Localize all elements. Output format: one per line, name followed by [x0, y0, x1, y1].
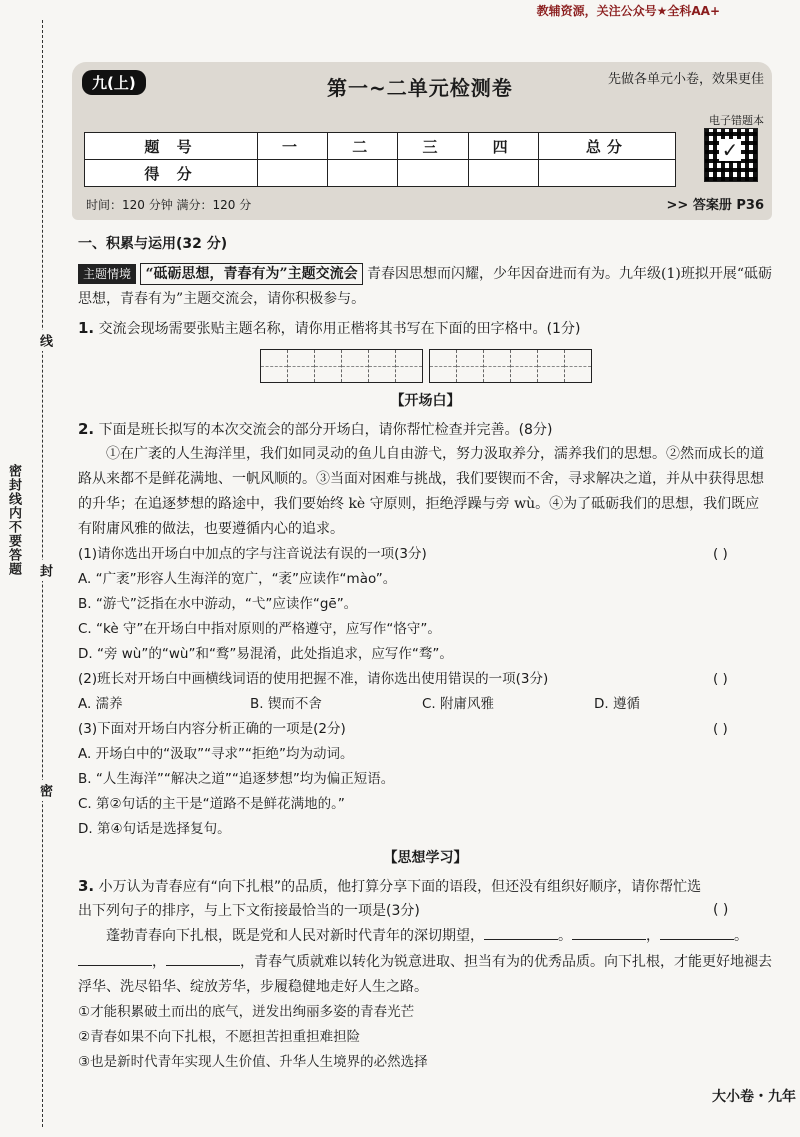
- question-3: [78, 874, 773, 923]
- sentence-item: ③也是新时代青年实现人生价值、升华人生境界的必然选择: [78, 1054, 428, 1070]
- top-note: 教辅资源，关注公众号★全科AA+: [536, 4, 720, 18]
- answer-blank[interactable]: [78, 949, 152, 966]
- question-text: 下面是班长拟写的本次交流会的部分开场白，请你帮忙检查并完善。(8分): [98, 422, 553, 438]
- score-cell: 二: [328, 133, 398, 160]
- grid-cell[interactable]: [457, 350, 484, 382]
- score-input[interactable]: [328, 160, 398, 187]
- question-2: [78, 417, 773, 442]
- score-cell: 总分: [538, 133, 675, 160]
- answer-reference: >> 答案册 P36: [666, 198, 764, 213]
- answer-blank[interactable]: [484, 923, 558, 940]
- option-b: B. 锲而不舍: [250, 696, 322, 712]
- qr-label: 电子错题本: [709, 114, 764, 127]
- grid-cell[interactable]: [288, 350, 315, 382]
- grade-badge: 九(上): [82, 70, 146, 95]
- score-input[interactable]: [257, 160, 327, 187]
- q3-passage: 蓬勃青春向下扎根，既是党和人民对新时代青年的深切期望， 。 ， 。， ，青春气质就难以转化为锐意进取、担当有为的优秀品质。向下扎根，才能更好地褪去浮华、洗尽铅华、绽放芳华，步履稳健地走好人生之路。: [78, 923, 773, 1000]
- subhead-opening: 【开场白】: [390, 393, 461, 409]
- grid-group-right[interactable]: [429, 349, 592, 383]
- grid-cell[interactable]: [511, 350, 538, 382]
- option-d: D. 遵循: [594, 696, 640, 712]
- option-d: D. “旁 wù”的“wù”和“鹜”易混淆，此处指追求，应写作“骛”。: [78, 646, 453, 662]
- question-text: 小万认为青春应有“向下扎根”的品质，他打算分享下面的语段，但还没有组织好顺序，请你帮忙选出下列句子的排序，与上下文衔接最恰当的一项是(3分): [78, 879, 702, 919]
- grid-cell[interactable]: [342, 350, 369, 382]
- score-cell: 四: [468, 133, 538, 160]
- section-heading: 一、积累与运用(32 分): [78, 236, 228, 252]
- grid-cell[interactable]: [369, 350, 396, 382]
- answer-paren[interactable]: ( ): [713, 902, 729, 918]
- score-row-header: [85, 133, 676, 160]
- q2-sub2-options: [78, 692, 773, 717]
- exam-content: [78, 232, 773, 1075]
- option-b: B. “人生海洋”“解决之道”“追逐梦想”均为偏正短语。: [78, 771, 395, 787]
- option-a: A. 濡养: [78, 696, 123, 712]
- score-input[interactable]: [398, 160, 468, 187]
- grid-cell[interactable]: [565, 350, 591, 382]
- binding-margin: [0, 0, 60, 1137]
- grid-cell[interactable]: [538, 350, 565, 382]
- q2-sub1-stem: ( ) (1)请你选出开场白中加点的字与注音说法有误的一项(3分): [78, 542, 773, 567]
- grid-cell[interactable]: [396, 350, 422, 382]
- score-cell: 题 号: [85, 133, 258, 160]
- page-footer: 大小卷・九年: [712, 1089, 796, 1105]
- question-number: 2.: [78, 420, 95, 438]
- subhead-thought: 【思想学习】: [383, 850, 468, 866]
- answer-blank[interactable]: [572, 923, 646, 940]
- opening-passage: ①在广袤的人生海洋里，我们如同灵动的鱼儿自由游弋，努力汲取养分，濡养我们的思想。②然而成长的道路从来都不是鲜花满地、一帆风顺的。③当面对困难与挑战，我们要锲而不舍，寻求解决之道，并从中获得思想的升华；在追逐梦想的路途中，我们要始终 kè 守原则，拒绝浮躁与旁 wù。④为了砥砺我们的思想，我们既应有附庸风雅的做法，也要遵循内心的追求。: [78, 446, 764, 537]
- answer-paren[interactable]: ( ): [713, 671, 728, 687]
- check-icon: ✓: [719, 139, 741, 161]
- score-table: [84, 132, 676, 187]
- qr-code-icon[interactable]: [704, 128, 758, 182]
- grid-cell[interactable]: [261, 350, 288, 382]
- answer-paren[interactable]: ( ): [713, 721, 728, 737]
- option-c: C. 第②句话的主干是“道路不是鲜花满地的。”: [78, 796, 345, 812]
- sentence-item: ②青春如果不向下扎根，不愿担苦担重担难担险: [78, 1029, 361, 1045]
- exam-header: [72, 62, 772, 220]
- q2-sub2-stem: ( ) (2)班长对开场白中画横线词语的使用把握不准，请你选出使用错误的一项(3分): [78, 667, 773, 692]
- q2-sub3-stem: ( ) (3)下面对开场白内容分析正确的一项是(2分): [78, 717, 773, 742]
- grid-cell[interactable]: [484, 350, 511, 382]
- option-c: C. “kè 守”在开场白中指对原则的严格遵守，应写作“恪守”。: [78, 621, 441, 637]
- answer-blank[interactable]: [166, 949, 240, 966]
- question-1: [78, 316, 773, 341]
- tianzige-grid[interactable]: [78, 349, 773, 383]
- score-row-values: [85, 160, 676, 187]
- option-a: A. 开场白中的“汲取”“寻求”“拒绝”均为动词。: [78, 746, 354, 762]
- exam-title: 第一~二单元检测卷: [327, 76, 513, 100]
- score-input[interactable]: [538, 160, 675, 187]
- question-number: 3.: [78, 877, 95, 895]
- option-a: A. “广袤”形容人生海洋的宽广，“袤”应读作“mào”。: [78, 571, 397, 587]
- seal-mark-line: 线: [35, 330, 54, 351]
- answer-blank[interactable]: [660, 923, 734, 940]
- score-cell: 得 分: [85, 160, 258, 187]
- answer-paren[interactable]: ( ): [713, 546, 728, 562]
- seal-warning: 密封线内不要答题: [4, 460, 23, 580]
- time-info: 时间：120 分钟 满分：120 分: [86, 198, 252, 212]
- score-cell: 三: [398, 133, 468, 160]
- question-number: 1.: [78, 319, 95, 337]
- grid-cell[interactable]: [315, 350, 342, 382]
- header-tip: 先做各单元小卷，效果更佳: [607, 72, 764, 87]
- score-input[interactable]: [468, 160, 538, 187]
- option-c: C. 附庸风雅: [422, 696, 495, 712]
- question-text: 交流会现场需要张贴主题名称，请你用正楷将其书写在下面的田字格中。(1分): [98, 321, 581, 337]
- passage-end: ，青春气质就难以转化为锐意进取、担当有为的优秀品质。向下扎根，才能更好地褪去浮华、洗尽铅华、绽放芳华，步履稳健地走好人生之路。: [78, 954, 772, 995]
- sentence-item: ①才能积累破土而出的底气，迸发出绚丽多姿的青春光芒: [78, 1004, 415, 1020]
- option-d: D. 第④句话是选择复句。: [78, 821, 231, 837]
- grid-cell[interactable]: [430, 350, 457, 382]
- theme-title: “砥砺思想，青春有为”主题交流会: [140, 263, 362, 285]
- seal-mark-secret: 密: [35, 780, 54, 801]
- option-b: B. “游弋”泛指在水中游动，“弋”应读作“gē”。: [78, 596, 358, 612]
- theme-text: 青春因思想而闪耀，少年因奋进而有为。九年级(1)班拟开展“砥砺思想，青春有为”主题交流会，请你积极参与。: [78, 266, 773, 307]
- seal-mark-seal: 封: [35, 560, 54, 581]
- theme-tag: 主题情境: [78, 264, 136, 284]
- theme-intro: [78, 262, 773, 312]
- score-cell: 一: [257, 133, 327, 160]
- grid-group-left[interactable]: [260, 349, 423, 383]
- passage-start: 蓬勃青春向下扎根，既是党和人民对新时代青年的深切期望，: [106, 928, 484, 944]
